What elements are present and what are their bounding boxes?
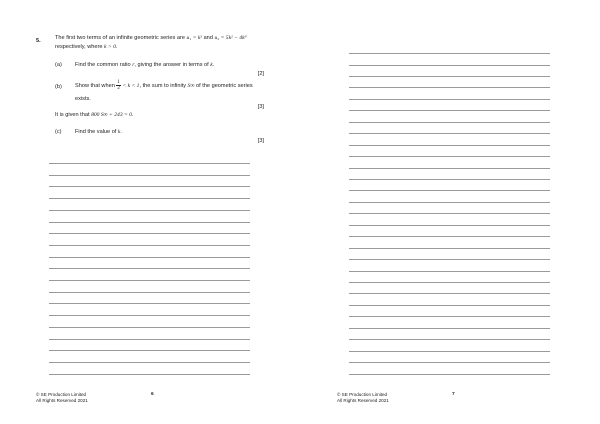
answer-line xyxy=(349,225,550,226)
answer-line xyxy=(349,282,550,283)
answer-line xyxy=(349,145,550,146)
answer-line xyxy=(349,351,550,352)
given-expression: 800 S∞ + 243 = 0 xyxy=(91,112,132,118)
part-c-label: (c) xyxy=(55,129,62,135)
footer-company: © SE Production Limited xyxy=(36,392,87,397)
answer-line xyxy=(349,236,550,237)
intro-text: The first two terms of an infinite geometric series are xyxy=(55,35,185,41)
part-a-prefix: Find the common ratio xyxy=(75,62,131,68)
answer-line xyxy=(349,168,550,169)
footer-left xyxy=(36,392,88,404)
answer-line xyxy=(349,87,550,88)
first-term: u₁ = k² xyxy=(186,35,202,41)
given-text: It is given that xyxy=(55,112,90,118)
answer-line xyxy=(349,110,550,111)
second-term: u₂ = 5k² − 4k³ xyxy=(214,35,247,41)
part-a-var: r xyxy=(132,62,135,68)
part-a-end: . xyxy=(212,62,215,68)
answer-line xyxy=(349,305,550,306)
part-a-var2: k xyxy=(210,62,213,68)
answer-line xyxy=(349,133,550,134)
answer-line xyxy=(349,248,550,249)
part-b-label: (b) xyxy=(55,84,62,90)
answer-line xyxy=(349,122,550,123)
answer-line xyxy=(349,179,550,180)
answer-line xyxy=(349,202,550,203)
answer-line xyxy=(349,190,550,191)
part-c-var: k xyxy=(117,129,121,135)
part-b-prefix: Show that when xyxy=(75,83,115,89)
footer-rights: All Rights Reserved 2021 xyxy=(337,398,389,403)
footer-rights: All Rights Reserved 2021 xyxy=(36,398,88,403)
intro-text-2: respectively, where xyxy=(55,44,103,50)
answer-line xyxy=(349,53,550,54)
footer-company: © SE Production Limited xyxy=(337,392,388,397)
part-a-marks: [2] xyxy=(257,71,264,77)
answer-line xyxy=(349,316,550,317)
part-b-suffix: of the geometric series xyxy=(196,83,253,89)
part-c-marks: [3] xyxy=(257,138,264,144)
condition: k > 0 xyxy=(104,44,116,50)
answer-line xyxy=(349,65,550,66)
given-end: . xyxy=(131,112,134,118)
part-a-label: (a) xyxy=(55,62,62,68)
part-c-prefix: Find the value of xyxy=(75,129,117,135)
answer-line xyxy=(349,99,550,100)
page-number-left: 6 xyxy=(151,392,154,397)
question-number: 5. xyxy=(36,38,41,44)
part-b-line2: exists. xyxy=(75,96,91,102)
part-c-end: . xyxy=(120,129,122,135)
part-b-mid: , the sum to infinity xyxy=(139,83,187,89)
question-intro-line2: respectively, where k > 0. xyxy=(55,44,118,50)
answer-line xyxy=(349,328,550,329)
intro-conj: and xyxy=(203,35,213,41)
footer-right xyxy=(337,392,389,404)
answer-line xyxy=(349,213,550,214)
fraction-numerator: 1 xyxy=(117,80,120,86)
part-b-marks: [3] xyxy=(257,104,264,110)
answer-line xyxy=(349,362,550,363)
sum-to-infinity-symbol: S∞ xyxy=(187,83,195,89)
part-a-suffix: , giving the answer in terms of xyxy=(134,62,209,68)
answer-line xyxy=(349,271,550,272)
fraction-denominator: 2 xyxy=(117,86,120,92)
answer-line xyxy=(349,259,550,260)
answer-line xyxy=(349,374,550,375)
answer-line xyxy=(349,76,550,77)
page-number-right: 7 xyxy=(452,392,455,397)
answer-line xyxy=(349,339,550,340)
answer-line xyxy=(349,293,550,294)
part-b-inequality: < k < 1 xyxy=(122,83,140,89)
answer-line xyxy=(349,156,550,157)
